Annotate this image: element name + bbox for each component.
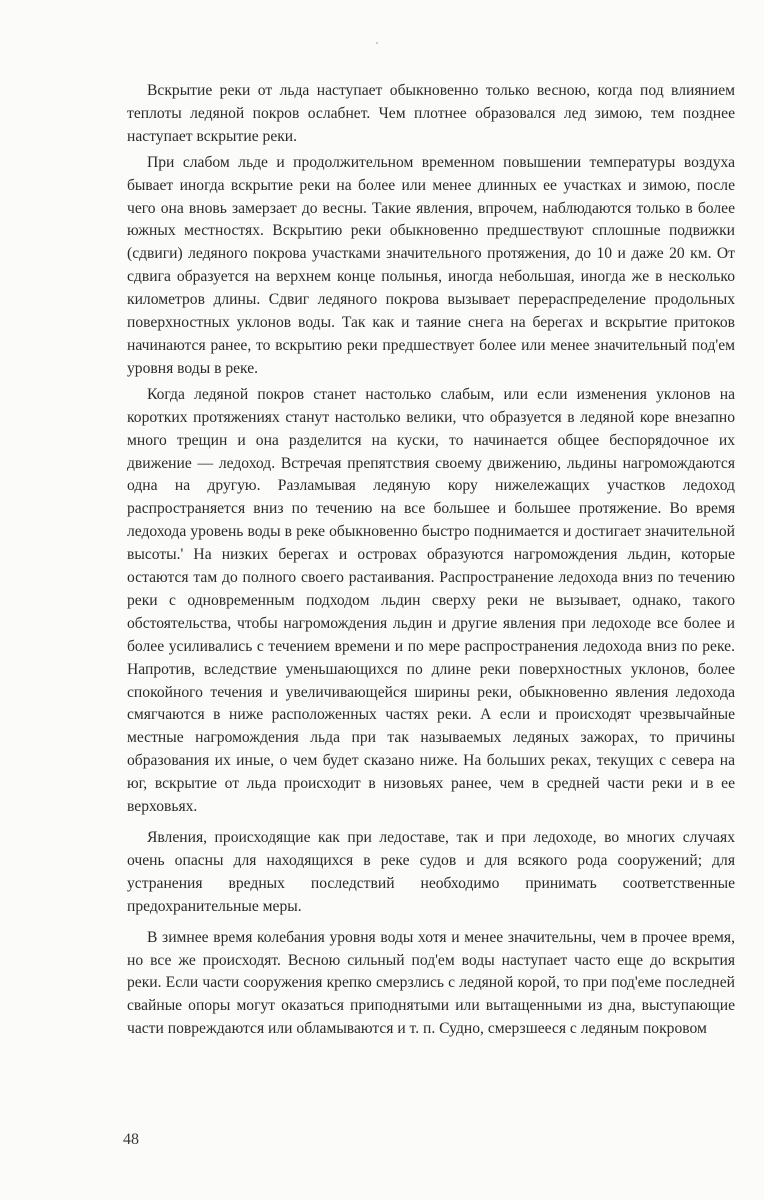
paragraph-ice-drift: Когда ледяной покров станет настолько слабым, или если изменения уклонов на коротких протяжениях станут настолько велики, что образуется в ледяной коре внезапно много трещин и она разделится на куски, то начинается общее беспорядочное их движение — ледоход. Встречая препятствия своему движению, льдины нагромождаются одна на другую. Разламывая ледяную кору нижележащих участков ледоход распространяется вниз по течению на все большее и большее протяжение. Во время ледохода уровень воды в реке обыкновенно быстро поднимается и достигает значительной высоты.' На низких берегах и островах образуются нагромождения льдин, которые остаются там до полного своего растаивания. Распространение ледохода вниз по течению реки с одновременным подходом льдин сверху реки не вызывает, однако, такого обстоятельства, чтобы нагромождения льдин и другие явления при ледоходе все более и более усиливались с течением времени и по мере распространения ледохода вниз по реке. Напротив, вследствие уменьшающихся по длине реки поверхностных уклонов, более спокойного течения и увеличивающейся ширины реки, обыкновенно явления ледохода смягчаются в ниже расположенных частях реки. А если и происходят чрезвычайные местные нагромождения льда при так называемых ледяных зажорах, то причины образования их иные, о чем будет сказано ниже. На больших реках, текущих с севера на юг, вскрытие от льда происходит в низовьях ранее, чем в средней части реки и в ее верховьях. <box>127 385 735 816</box>
paragraph-hazards: Явления, происходящие как при ледоставе, так и при ледоходе, во многих случаях очень опасны для находящихся в реке судов и для всякого рода сооружений; для устранения вредных последствий необходимо принимать соответственные предохранительные меры. <box>127 829 735 915</box>
scan-speck <box>376 42 378 44</box>
paragraph-winter-water-levels: В зимнее время колебания уровня воды хотя и менее значительны, чем в прочее время, но все же происходят. Весною сильный под'ем воды наступает часто еще до вскрытия реки. Если части сооружения крепко смерзлись с ледяной корой, то при под'еме последней свайные опоры могут оказаться приподнятыми или вытащенными из дна, выступающие части повреждаются или обламываются и т. п. Судно, смерзшееся с ледяным покровом <box>127 928 735 1038</box>
page-number: 48 <box>123 1131 139 1148</box>
paragraph-ice-breakup-intro: Вскрытие реки от льда наступает обыкновенно только весною, когда под влиянием теплоты ледяной покров ослабнет. Чем плотнее образовался лед зимою, тем позднее наступает вскрытие реки. <box>127 82 735 145</box>
body-text <box>127 80 735 1044</box>
paragraph-winter-breakup: При слабом льде и продолжительном временном повышении температуры воздуха бывает иногда вскрытие реки на более или менее длинных ее участках и зимою, после чего она вновь замерзает до весны. Такие явления, впрочем, наблюдаются только в более южных местностях. Вскрытию реки обыкновенно предшествуют сплошные подвижки (сдвиги) ледяного покрова участками значительного протяжения, до 10 и даже 20 км. От сдвига образуется на верхнем конце полынья, иногда небольшая, иногда же в несколько километров длины. Сдвиг ледяного покрова вызывает перераспределение продольных поверхностных уклонов воды. Так как и таяние снега на берегах и вскрытие притоков начинаются ранее, то вскрытию реки предшествует более или менее значительный под'ем уровня воды в реке. <box>127 153 735 377</box>
